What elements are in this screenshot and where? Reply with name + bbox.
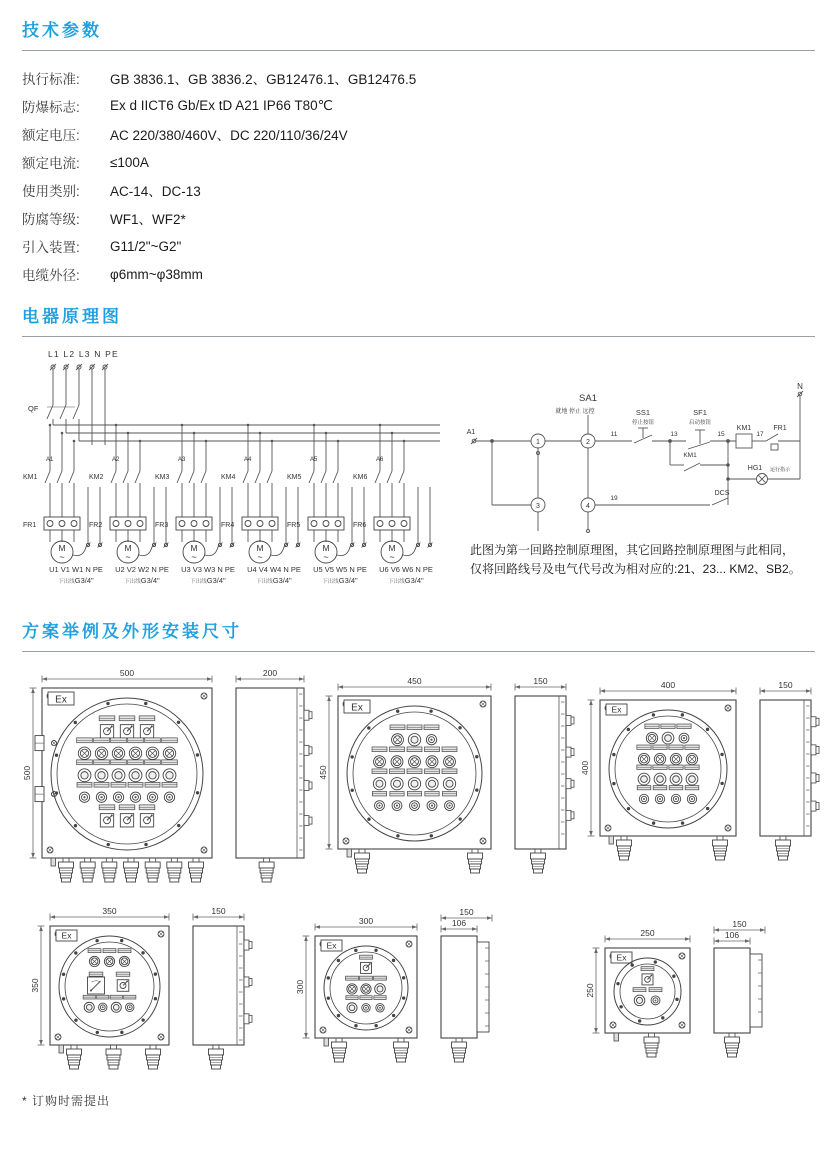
spec-row [22,204,815,232]
spec-value: AC-14、DC-13 [110,184,201,199]
order-footnote: * 订购时需提出 [22,1094,111,1108]
svg-text:KM3: KM3 [155,474,170,481]
enclosure-svg-400 [580,678,823,884]
dimension-front-height [585,948,600,1033]
svg-text:下出线G3/4": 下出线G3/4" [124,576,160,585]
svg-text:450: 450 [407,676,422,686]
spec-row [22,232,815,260]
dimension-side-depth [441,918,477,933]
device-sel [360,955,373,973]
side-view [714,948,762,1057]
cable-gland [124,858,139,882]
svg-text:A2: A2 [112,457,120,463]
cable-gland [106,1045,121,1069]
svg-text:150: 150 [533,676,548,686]
svg-text:下出线G3/4": 下出线G3/4" [190,576,226,585]
front-view [600,700,736,860]
cable-gland [189,858,204,882]
cable-gland [167,858,182,882]
tech-params-title: 技术参数 [22,16,815,51]
power-branch [89,424,169,585]
svg-text:~: ~ [257,552,263,562]
svg-text:~: ~ [323,552,329,562]
cable-gland [332,1038,347,1062]
svg-text:FR6: FR6 [353,522,367,529]
svg-text:350: 350 [102,906,117,916]
dimension-side-width [714,919,765,934]
svg-text:300: 300 [358,916,374,926]
schematic-note-line1: 此图为第一回路控制原理图，其它回路控制原理图与此相同， [470,543,795,557]
power-branch [155,424,235,585]
svg-text:400: 400 [580,760,590,776]
svg-text:Ex: Ex [55,694,67,706]
enclosure-svg-500 [22,666,316,906]
svg-text:450: 450 [318,765,328,780]
svg-text:U2 V2 W2 N PE: U2 V2 W2 N PE [115,565,169,574]
side-view [193,926,252,1069]
cable-gland [355,849,370,873]
cable-gland [452,1038,467,1062]
dimension-front-height [318,696,333,849]
svg-text:~: ~ [389,552,395,562]
front-view [315,936,417,1062]
device-sel [99,716,115,738]
enclosure-svg-250 [585,918,777,1081]
dimension-front-width [605,928,690,943]
svg-text:FR5: FR5 [287,522,301,529]
spec-value: ≤100A [110,154,149,170]
drawings-row-2 [22,904,815,1086]
node-3: 3 [536,503,540,510]
node-1: 1 [536,439,540,446]
cable-gland [67,1045,82,1069]
front-view [50,926,169,1069]
start-button-sub: 启动按钮 [688,420,712,426]
svg-text:150: 150 [211,906,226,916]
power-branch [23,424,103,585]
spec-value: WF1、WF2* [110,212,186,227]
svg-text:下出线G3/4": 下出线G3/4" [388,576,424,585]
enclosure-drawing-400 [580,678,823,889]
svg-text:U6 V6 W6 N PE: U6 V6 W6 N PE [379,565,433,574]
section-tech-params [22,16,815,288]
svg-text:KM2: KM2 [89,474,104,481]
spec-row [22,64,815,92]
svg-text:下出线G3/4": 下出线G3/4" [58,576,94,585]
device-sel [139,805,155,827]
schematic-title: 电器原理图 [22,302,815,337]
svg-text:FR2: FR2 [89,522,103,529]
svg-text:KM5: KM5 [287,474,302,481]
svg-text:Ex: Ex [611,704,622,715]
dimension-side-width [515,676,566,691]
svg-text:KM1: KM1 [23,474,38,481]
svg-text:U5 V5 W5 N PE: U5 V5 W5 N PE [313,565,367,574]
power-branches [23,424,433,585]
wire-17: 17 [756,431,764,438]
dimension-front-height [295,936,310,1038]
neutral-label: N [797,382,803,391]
svg-text:250: 250 [640,928,655,938]
cable-gland [725,1033,740,1057]
cable-gland [59,858,74,882]
bus-lines [53,425,440,441]
cable-gland [80,858,95,882]
enclosure-svg-350 [30,904,256,1093]
svg-text:M: M [388,543,396,553]
enclosure-drawing-300 [295,906,504,1091]
selector-label: SA1 [579,393,597,404]
dimension-side-width [193,906,244,921]
svg-text:~: ~ [125,552,131,562]
cable-gland [468,849,483,873]
phase-labels: L1 L2 L3 N PE [48,349,119,359]
svg-text:M: M [58,543,66,553]
svg-text:150: 150 [778,680,793,690]
selector-positions: 就地 停止 远控 [555,409,595,415]
spec-value: G11/2"~G2" [110,238,182,254]
wire-11: 11 [610,431,618,438]
svg-text:M: M [190,543,198,553]
schematic-note [470,541,828,579]
device-sel [99,805,115,827]
svg-text:U3 V3 W3 N PE: U3 V3 W3 N PE [181,565,235,574]
drawings-row-1 [22,666,815,904]
svg-text:FR4: FR4 [221,522,235,529]
power-incoming [28,349,440,445]
dimension-front-height [30,926,45,1045]
spec-label: 防爆标志: [22,100,80,115]
spec-label: 防腐等级: [22,212,80,227]
svg-text:A1: A1 [46,457,54,463]
device-sel [119,805,135,827]
cable-gland [617,836,632,860]
device-sel [119,716,135,738]
section-dimensions [22,617,815,1109]
dimension-front-height [580,700,595,836]
front-view [338,696,491,873]
power-branch [287,424,367,585]
schematic-area [22,345,815,603]
svg-text:200: 200 [262,668,278,678]
svg-text:106: 106 [724,930,740,940]
svg-text:FR1: FR1 [23,522,37,529]
svg-text:250: 250 [585,983,595,998]
svg-text:Ex: Ex [61,930,72,941]
spec-row [22,176,815,204]
svg-text:A5: A5 [310,457,318,463]
svg-text:Ex: Ex [616,952,627,963]
svg-text:400: 400 [660,680,676,690]
cable-gland [146,1045,161,1069]
svg-text:150: 150 [732,919,747,929]
svg-text:150: 150 [459,907,474,917]
lamp-sub: 运行指示 [769,467,791,473]
spec-list [22,64,815,288]
svg-text:M: M [124,543,132,553]
device-sel [641,967,654,985]
dimension-side-width [760,680,811,695]
dimension-front-width [338,676,491,691]
node-4: 4 [586,503,590,510]
dimension-front-height [22,688,37,858]
spec-row [22,148,815,176]
svg-text:~: ~ [191,552,197,562]
wire-15: 15 [717,431,725,438]
side-view [515,696,574,873]
dimension-side-depth [714,930,750,945]
cable-gland [145,858,160,882]
cable-gland [713,836,728,860]
dimension-front-width [50,906,169,921]
start-button-label: SF1 [693,408,707,417]
side-view [760,700,819,860]
cable-gland [102,858,117,882]
svg-text:A3: A3 [178,457,186,463]
node-2: 2 [586,439,590,446]
side-view [236,688,312,882]
svg-text:U1 V1 W1 N PE: U1 V1 W1 N PE [49,565,103,574]
spec-value: GB 3836.1、GB 3836.2、GB12476.1、GB12476.5 [110,72,417,87]
enclosure-drawing-500 [22,666,316,911]
wire-13: 13 [670,431,678,438]
schematic-note-line2: 仅将回路线号及电气代号改为相对应的:21、23... KM2、SB2。 [470,562,801,576]
svg-text:U4 V4 W4 N PE: U4 V4 W4 N PE [247,565,301,574]
spec-row [22,260,815,288]
spec-label: 额定电流: [22,156,80,171]
cable-gland [530,849,545,873]
svg-text:A6: A6 [376,457,384,463]
dcs-label: DCS [714,490,730,497]
cable-gland [259,858,274,882]
svg-text:~: ~ [59,552,65,562]
dimension-front-width [600,680,736,695]
dimensions-title: 方案举例及外形安装尺寸 [22,617,815,652]
spec-value: φ6mm~φ38mm [110,266,203,282]
svg-text:500: 500 [119,668,135,678]
svg-text:300: 300 [295,979,305,995]
stop-button-label: SS1 [635,408,651,417]
dimension-side-width [236,668,304,683]
svg-text:KM4: KM4 [221,474,236,481]
spec-label: 使用类别: [22,184,80,199]
spec-row [22,120,815,148]
svg-text:A4: A4 [244,457,252,463]
power-branch [221,424,301,585]
control-input-label: A1 [466,429,476,436]
svg-text:500: 500 [22,765,32,781]
front-view [605,948,690,1057]
dimension-front-width [315,916,417,931]
spec-label: 引入装置: [22,240,80,255]
device-sel [116,972,130,991]
coil-label: KM1 [736,425,752,432]
overload-label: FR1 [773,425,787,432]
dimension-front-width [42,668,212,683]
enclosure-drawing-450 [318,674,578,902]
svg-text:下出线G3/4": 下出线G3/4" [256,576,292,585]
wire-19: 19 [610,495,618,502]
cable-gland [644,1033,659,1057]
spec-value: Ex d IICT6 Gb/Ex tD A21 IP66 T80℃ [110,98,333,113]
cable-gland [775,836,790,860]
spec-row [22,92,815,120]
spec-label: 执行标准: [22,72,80,87]
cable-gland [394,1038,409,1062]
breaker-symbol [47,405,79,419]
svg-text:350: 350 [30,978,40,993]
breaker-label: QF [28,404,39,413]
enclosure-drawing-350 [30,904,256,1098]
power-branch [353,424,433,585]
section-schematic [22,302,815,603]
side-view [441,936,489,1062]
svg-text:M: M [322,543,330,553]
aux-contact-label: KM1 [683,452,697,459]
device-meter [88,972,105,994]
spec-label: 额定电压: [22,128,80,143]
spec-label: 电缆外径: [22,268,80,283]
svg-text:FR3: FR3 [155,522,169,529]
enclosure-drawing-250 [585,918,777,1086]
dimension-side-width [441,907,492,922]
spec-value: AC 220/380/460V、DC 220/110/36/24V [110,128,348,143]
device-sel [139,716,155,738]
lamp-label: HG1 [747,465,763,472]
cable-gland [208,1045,223,1069]
front-view [35,688,212,882]
stop-button-sub: 停止按钮 [631,420,655,426]
svg-text:M: M [256,543,264,553]
svg-text:KM6: KM6 [353,474,368,481]
svg-text:Ex: Ex [326,940,337,951]
enclosure-svg-300 [295,906,504,1086]
svg-text:Ex: Ex [351,702,363,714]
svg-text:下出线G3/4": 下出线G3/4" [322,576,358,585]
enclosure-svg-450 [318,674,578,897]
control-circuit [467,382,803,533]
svg-text:106: 106 [451,918,467,928]
